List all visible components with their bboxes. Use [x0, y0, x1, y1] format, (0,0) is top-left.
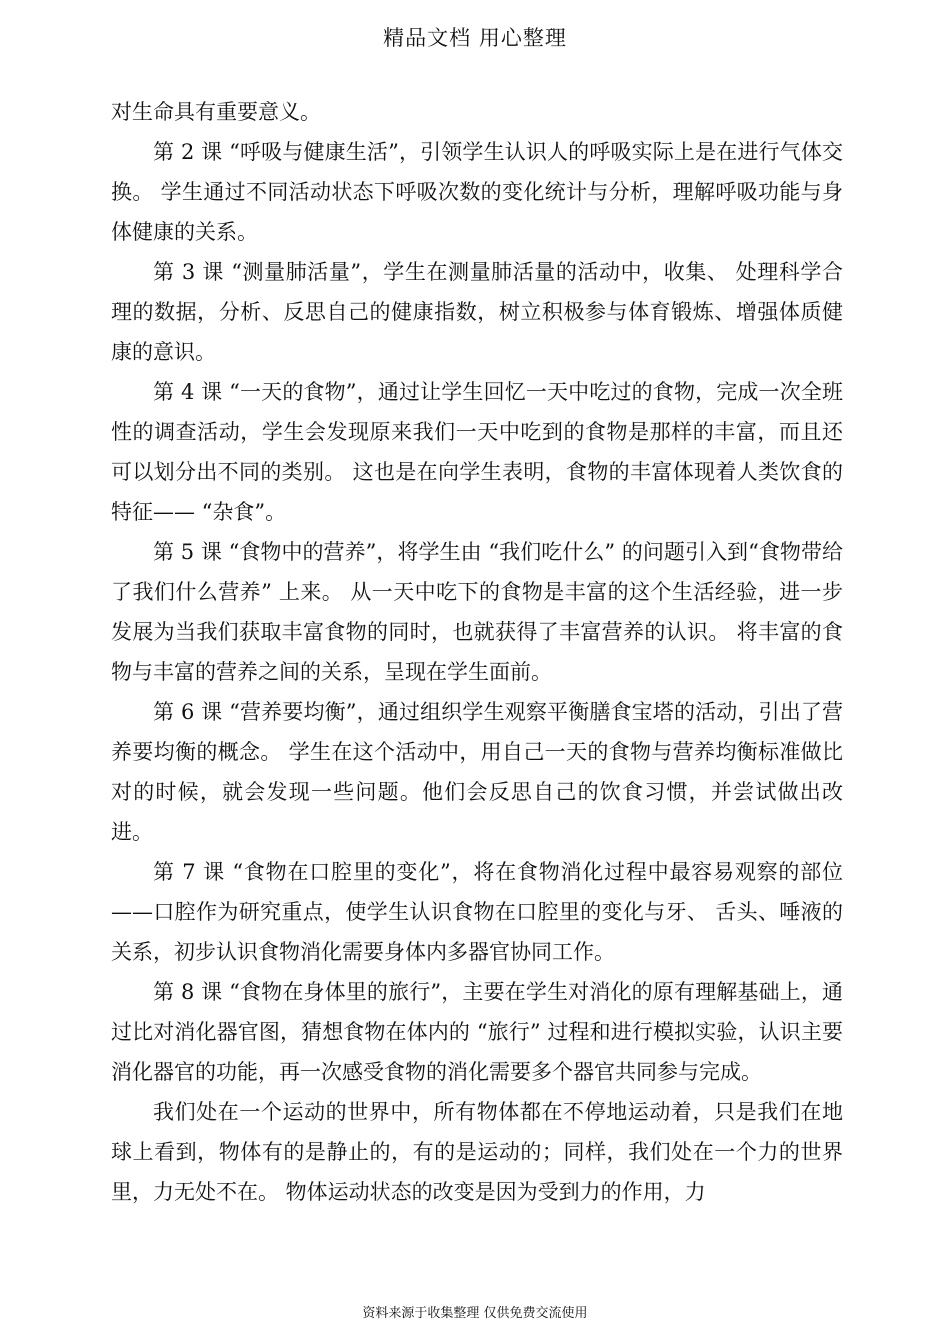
paragraph-lesson-6: 第 6 课 “营养要均衡”，通过组织学生观察平衡膳食宝塔的活动，引出了营养要均衡的概念。 学生在这个活动中，用自己一天的食物与营养均衡标准做比对的时候，就会发现一些问题。他们会反思自己的饮食习惯，并尝试做出改进。	[111, 700, 843, 844]
document-body	[111, 92, 843, 1212]
paragraph-lesson-4: 第 4 课 “一天的食物”，通过让学生回忆一天中吃过的食物，完成一次全班性的调查活动，学生会发现原来我们一天中吃到的食物是那样的丰富，而且还可以划分出不同的类别。 这也是在向学生表明，食物的丰富体现着人类饮食的特征—— “杂食”。	[111, 380, 843, 524]
paragraph-lesson-5: 第 5 课 “食物中的营养”，将学生由 “我们吃什么” 的问题引入到“食物带给了我们什么营养” 上来。 从一天中吃下的食物是丰富的这个生活经验，进一步发展为当我们获取丰富食物的同时，也就获得了丰富营养的认识。 将丰富的食物与丰富的营养之间的关系，呈现在学生面前。	[111, 540, 843, 684]
paragraph-lesson-2: 第 2 课 “呼吸与健康生活”，引领学生认识人的呼吸实际上是在进行气体交换。 学生通过不同活动状态下呼吸次数的变化统计与分析，理解呼吸功能与身体健康的关系。	[111, 140, 843, 244]
page-footer: 资料来源于收集整理 仅供免费交流使用	[362, 1306, 588, 1321]
paragraph-continuation: 对生命具有重要意义。	[111, 100, 321, 124]
paragraph-lesson-7: 第 7 课 “食物在口腔里的变化”，将在食物消化过程中最容易观察的部位——口腔作为研究重点，使学生认识食物在口腔里的变化与牙、 舌头、唾液的关系，初步认识食物消化需要身体内多器官协同工作。	[111, 860, 843, 964]
page-header: 精品文档 用心整理	[383, 26, 567, 50]
paragraph-motion-and-force: 我们处在一个运动的世界中，所有物体都在不停地运动着，只是我们在地球上看到，物体有的是静止的，有的是运动的；同样，我们处在一个力的世界里，力无处不在。 物体运动状态的改变是因为受到力的作用，力	[111, 1100, 843, 1204]
paragraph-lesson-8: 第 8 课 “食物在身体里的旅行”，主要在学生对消化的原有理解基础上，通过比对消化器官图，猜想食物在体内的 “旅行” 过程和进行模拟实验，认识主要消化器官的功能，再一次感受食物的消化需要多个器官共同参与完成。	[111, 980, 843, 1084]
paragraph-lesson-3: 第 3 课 “测量肺活量”，学生在测量肺活量的活动中，收集、 处理科学合理的数据，分析、反思自己的健康指数，树立积极参与体育锻炼、增强体质健康的意识。	[111, 260, 843, 364]
